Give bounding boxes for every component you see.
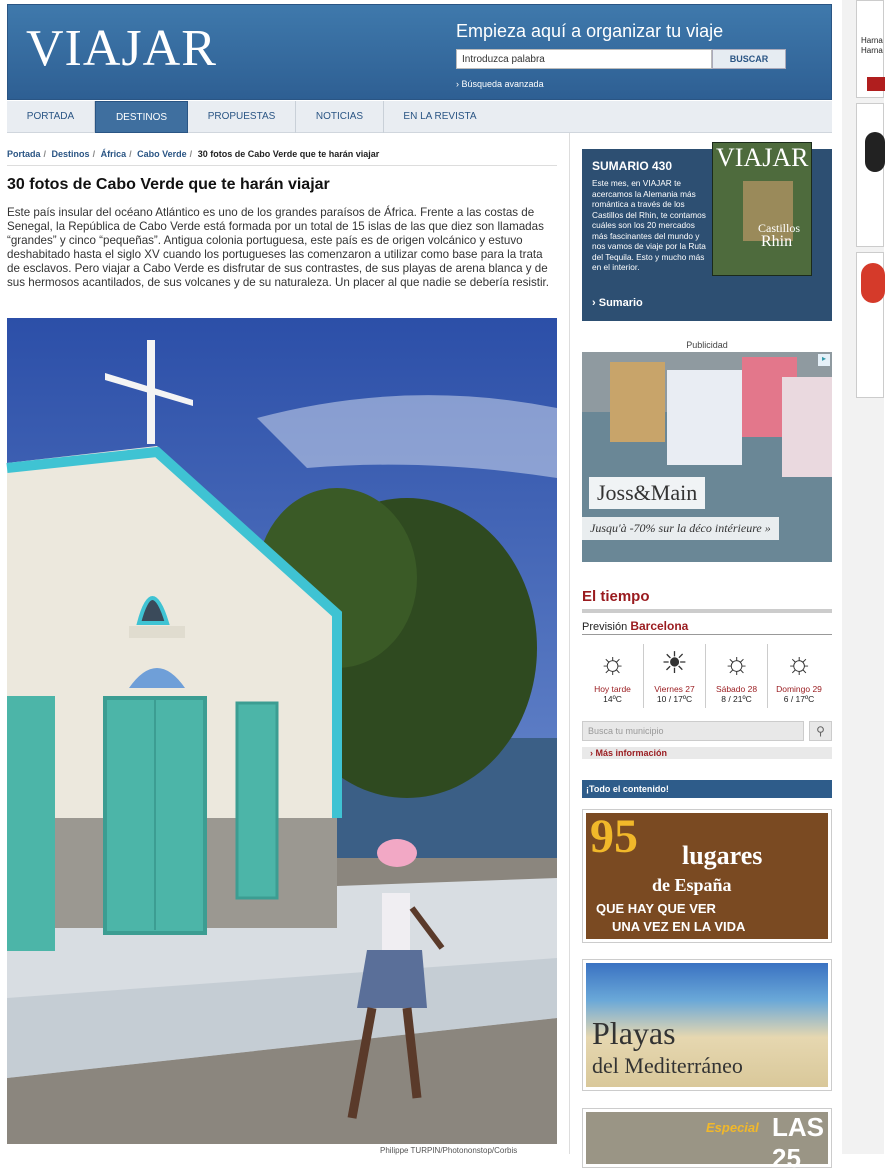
right-ad-button[interactable] — [867, 77, 885, 91]
sumario-box[interactable] — [582, 143, 832, 321]
cover-headline-2: Rhin — [761, 233, 793, 250]
breadcrumb-current: 30 fotos de Cabo Verde que te harán viajar — [197, 149, 380, 159]
site-logo[interactable]: VIAJAR — [26, 20, 217, 77]
sumario-link[interactable]: › Sumario — [592, 297, 643, 309]
header-tagline: Empieza aquí a organizar tu viaje — [456, 21, 724, 41]
article-photo[interactable] — [7, 318, 557, 1144]
promo-playas[interactable] — [582, 959, 832, 1091]
forecast-day-temp: 8 / 21ºC — [721, 694, 752, 704]
forecast-day-temp: 14ºC — [603, 694, 622, 704]
ad-brand: Joss&Main — [589, 477, 705, 509]
promo-line: del Mediterráneo — [592, 1053, 743, 1078]
sidebar-divider — [569, 133, 570, 1154]
sumario-title: SUMARIO 430 — [592, 159, 673, 173]
forecast-day — [768, 644, 830, 708]
partly-sunny-icon: ☼ — [722, 647, 751, 680]
weather-title: El tiempo — [582, 588, 650, 605]
cover-headline-1: Castillos — [758, 221, 801, 235]
forecast-day-temp: 10 / 17ºC — [656, 694, 693, 704]
sumario-text: Este mes, en VIAJAR te acercamos la Alemania más romántica a través de los Castillos del Rhin, te contamos cuáles son los 20 mercados más fascinantes del mundo y nos vamos de viaje por la Ruta del Tequila. Esto y mucho más en el interior. — [592, 178, 706, 272]
advertisement[interactable] — [582, 352, 832, 562]
search-icon[interactable]: ⚲ — [809, 721, 832, 741]
promo-number: 95 — [590, 810, 638, 863]
weather-more-info-link[interactable]: › Más información — [582, 747, 832, 759]
promo-line: Playas — [592, 1015, 676, 1051]
forecast-day-name: Viernes 27 — [654, 684, 695, 694]
magazine-cover[interactable] — [712, 142, 812, 276]
breadcrumb-portada[interactable]: Portada — [7, 149, 41, 159]
right-ad-text: Harna — [861, 46, 883, 55]
ad-label: Publicidad — [686, 340, 728, 350]
ad-choices-icon[interactable]: ▸ — [818, 354, 830, 366]
all-content-header[interactable]: ¡Todo el contenido! — [582, 780, 832, 798]
forecast-day-name: Domingo 29 — [776, 684, 822, 694]
promo-line: UNA VEZ EN LA VIDA — [612, 919, 746, 934]
right-ad-text: Harna — [861, 36, 883, 45]
cover-logo: VIAJAR — [716, 143, 809, 172]
weather-divider — [582, 609, 832, 613]
right-ad-image — [865, 132, 885, 172]
promo-especial[interactable] — [582, 1108, 832, 1173]
promo-95-lugares[interactable] — [582, 809, 832, 943]
article-intro: Este país insular del océano Atlántico es uno de los grandes paraísos de África. Frente a las costas de Senegal, la República de Cabo Verde está formada por un total de 15 islas de las que diez son llamadas “grandes” y cinco “pequeñas”. Antigua colonia portuguesa, este país es de origen volcánico y estuvo deshabitado hasta el siglo XV cuando los portugueses las comenzaron a utilizar como base para la trata de esclavos. Pero viajar a Cabo Verde es disfrutar de sus contrastes, de sus playas de arena blanca y de sus hermosos acantilados, de sus volcanes y de su naturaleza. Un placer al que nadie se debería resistir. — [7, 206, 549, 289]
right-ad-box[interactable] — [856, 0, 884, 98]
page-title: 30 fotos de Cabo Verde que te harán viajar — [7, 176, 330, 193]
weather-forecast-label: Previsión Barcelona — [582, 619, 689, 633]
promo-line: lugares — [682, 841, 763, 870]
sunny-icon: ☀ — [661, 647, 688, 680]
forecast-day — [706, 644, 768, 708]
nav-propuestas[interactable]: PROPUESTAS — [188, 101, 296, 133]
right-ad-box[interactable] — [856, 252, 884, 398]
forecast-day-temp: 6 / 17ºC — [783, 694, 815, 704]
photo-credit: Philippe TURPIN/Photononstop/Corbis — [380, 1146, 518, 1155]
partly-sunny-icon: ☼ — [598, 647, 627, 680]
promo-line: de España — [652, 875, 732, 895]
nav-destinos[interactable]: DESTINOS — [95, 101, 188, 133]
breadcrumb-cabo-verde[interactable]: Cabo Verde — [137, 149, 187, 159]
breadcrumb: Portada / Destinos / África / Cabo Verde / 30 fotos de Cabo Verde que te harán viajar — [7, 149, 557, 166]
promo-line: QUE HAY QUE VER — [596, 901, 716, 916]
forecast-day — [644, 644, 706, 708]
right-ad-box[interactable] — [856, 103, 884, 247]
weather-line — [582, 634, 832, 635]
municipio-search-input[interactable]: Busca tu municipio — [582, 721, 804, 741]
nav-portada[interactable]: PORTADA — [7, 101, 95, 133]
breadcrumb-africa[interactable]: África — [100, 149, 127, 159]
forecast-day-name: Hoy tarde — [594, 684, 631, 694]
promo-line: Especial — [706, 1120, 759, 1135]
advanced-search-link[interactable]: › Búsqueda avanzada — [456, 79, 544, 89]
right-ad-image — [861, 263, 885, 303]
promo-line: LAS 25 — [772, 1112, 824, 1173]
search-input[interactable]: Introduzca palabra — [456, 49, 712, 69]
forecast-day — [582, 644, 644, 708]
weather-city[interactable]: Barcelona — [630, 619, 689, 633]
nav-noticias[interactable]: NOTICIAS — [296, 101, 384, 133]
forecast-day-name: Sábado 28 — [715, 684, 758, 694]
partly-sunny-icon: ☼ — [785, 647, 813, 680]
search-button[interactable]: BUSCAR — [712, 49, 786, 69]
ad-tagline: Jusqu'à -70% sur la déco intérieure » — [582, 517, 779, 540]
breadcrumb-destinos[interactable]: Destinos — [51, 149, 90, 159]
nav-en-la-revista[interactable]: EN LA REVISTA — [403, 111, 477, 122]
chapel-photo-illustration — [7, 318, 557, 1144]
main-nav — [7, 101, 832, 133]
site-header — [7, 4, 832, 100]
